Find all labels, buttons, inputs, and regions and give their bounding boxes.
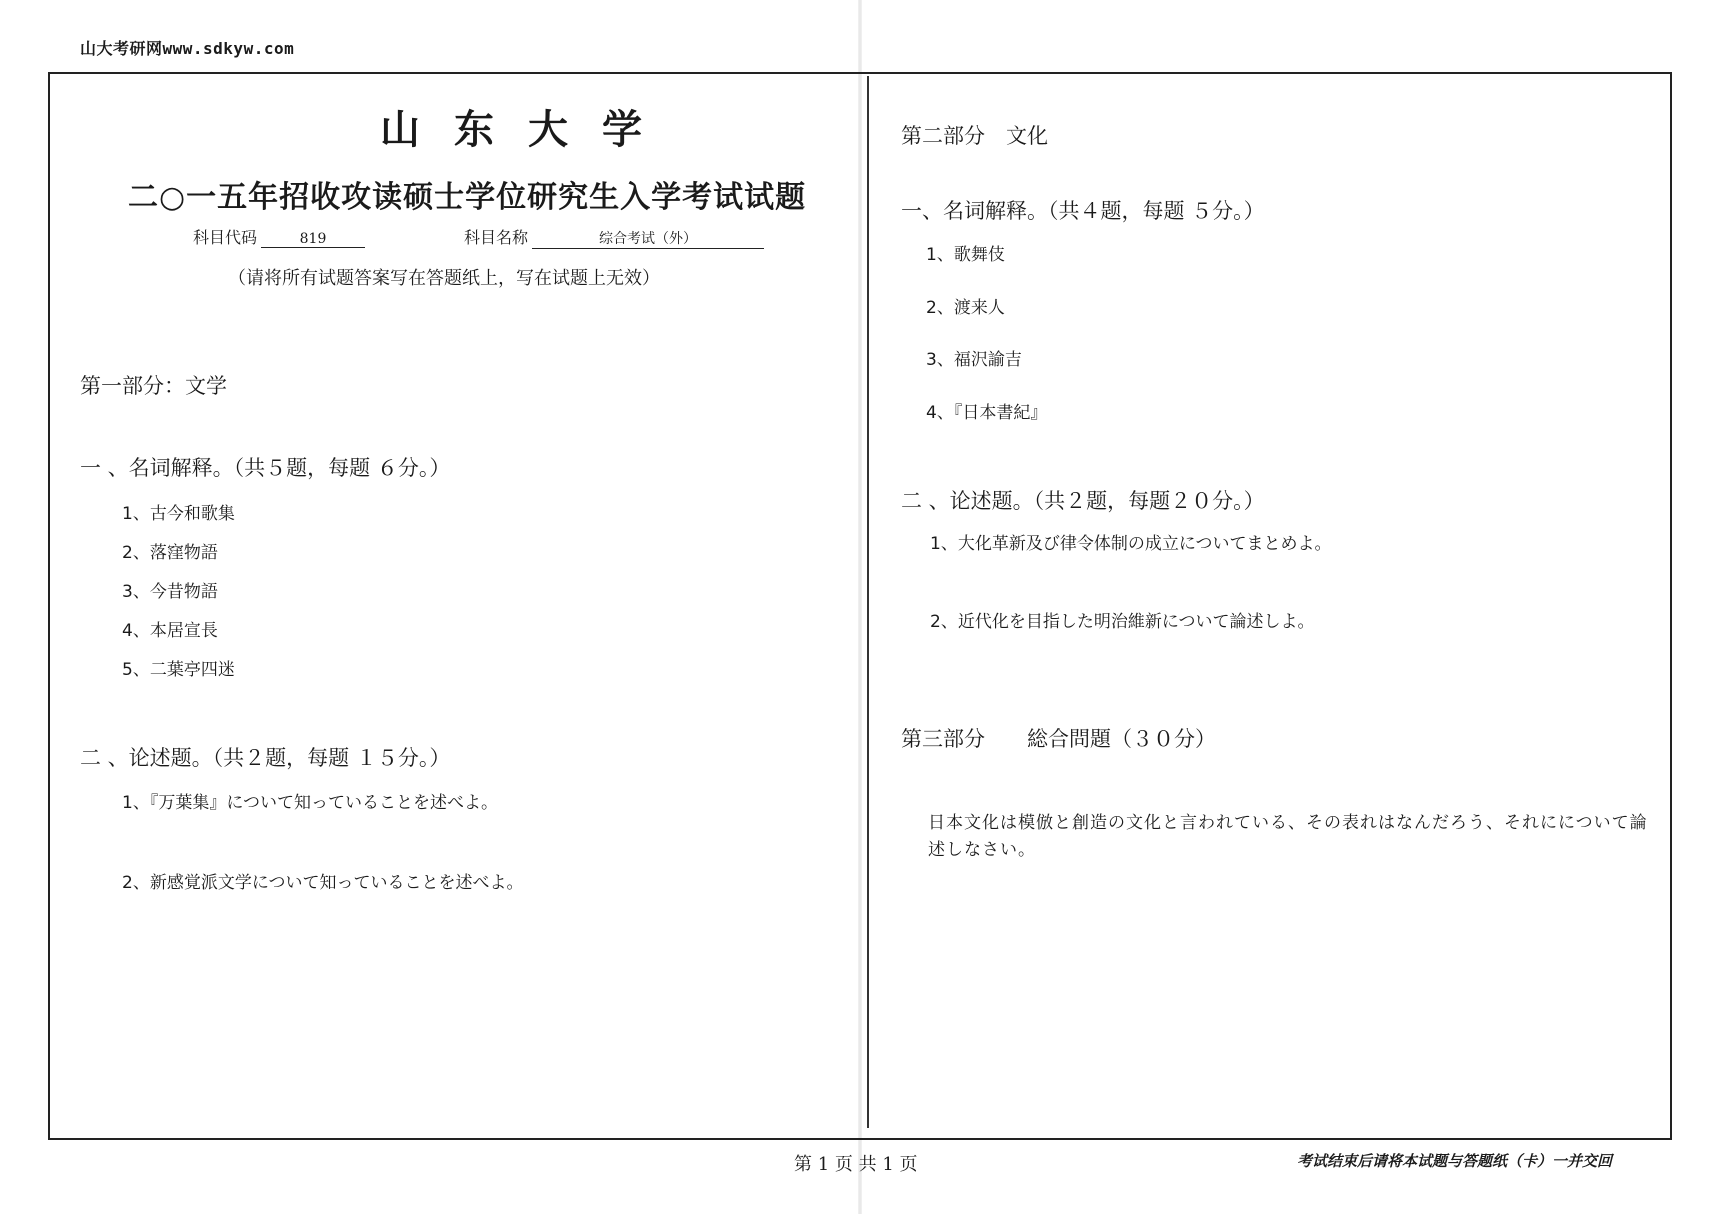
list-item: 4、本居宣長 bbox=[122, 621, 218, 641]
part3-title: 第三部分 総合問題（３０分） bbox=[901, 727, 1216, 751]
subject-name-label: 科目名称 bbox=[464, 228, 529, 247]
list-item: 1、大化革新及び律令体制の成立についてまとめよ。 bbox=[930, 534, 1332, 554]
list-item: 5、二葉亭四迷 bbox=[122, 660, 235, 680]
list-item: 3、福沢諭吉 bbox=[926, 350, 1022, 370]
part3-question-text: 日本文化は模倣と創造の文化と言われている、その表れはなんだろう、それにについて論述しなさい。 bbox=[928, 813, 1648, 860]
university-title: 山东大学 bbox=[380, 106, 676, 153]
part2-q1-heading: 一、名词解释。（共４题，每题 ５分。） bbox=[901, 199, 1265, 223]
list-item: 2、新感覚派文学について知っていることを述べよ。 bbox=[122, 873, 524, 893]
part1-title: 第一部分：文学 bbox=[80, 374, 227, 398]
list-item: 1、古今和歌集 bbox=[122, 504, 235, 524]
subject-code-label: 科目代码 bbox=[193, 228, 258, 247]
answer-instruction: （请将所有试题答案写在答题纸上，写在试题上无效） bbox=[228, 268, 660, 289]
exam-title: 二○一五年招收攻读硕士学位研究生入学考试试题 bbox=[128, 180, 807, 215]
site-watermark: 山大考研网www.sdkyw.com bbox=[80, 39, 295, 58]
part2-q2-heading: 二 、论述题。（共２题，每题２０分。） bbox=[901, 489, 1265, 513]
subject-code-value: 819 bbox=[261, 231, 365, 248]
subject-name-line bbox=[464, 225, 764, 249]
part1-q2-heading: 二 、论述题。（共２题，每题 １５分。） bbox=[80, 746, 451, 770]
column-divider bbox=[867, 76, 869, 1128]
footer-note: 考试结束后请将本试题与答题纸（卡）一并交回 bbox=[1297, 1152, 1613, 1170]
part2-title: 第二部分 文化 bbox=[901, 124, 1048, 148]
list-item: 1、歌舞伎 bbox=[926, 245, 1005, 265]
list-item: 2、近代化を目指した明治維新について論述しよ。 bbox=[930, 612, 1315, 632]
list-item: 2、渡来人 bbox=[926, 298, 1005, 318]
page-number: 第 1 页 共 1 页 bbox=[794, 1154, 918, 1175]
subject-code-line bbox=[193, 225, 365, 248]
list-item: 4、『日本書紀』 bbox=[926, 403, 1048, 423]
part1-q1-heading: 一 、名词解释。（共５题，每题 ６分。） bbox=[80, 456, 451, 480]
subject-name-value: 综合考试（外） bbox=[532, 228, 764, 249]
list-item: 1、『万葉集』について知っていることを述べよ。 bbox=[122, 793, 498, 813]
list-item: 2、落窪物語 bbox=[122, 543, 218, 563]
list-item: 3、今昔物語 bbox=[122, 582, 218, 602]
